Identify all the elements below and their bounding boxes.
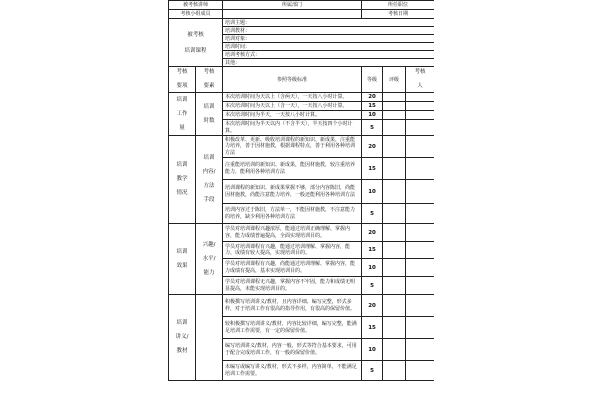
course-field[interactable]: 其他：	[223, 59, 434, 67]
grade-value: 10	[362, 259, 383, 277]
grade-value: 5	[362, 204, 383, 224]
rating-cell[interactable]	[383, 120, 406, 136]
grade-value: 5	[362, 361, 383, 381]
criteria-text: 学员对培训课程有兴趣，尚能通过培训理解、掌握内容，能力成绩有提高，基本实现培训目的。	[223, 259, 362, 277]
section-item-label: 培训 工作 量	[169, 93, 196, 136]
course-field[interactable]: 培训时间：	[223, 43, 434, 51]
criteria-text: 培训内容过于陈旧，方法单一，不能因材施教，不注意能力的培养，缺少利用各种培训方法	[223, 204, 362, 224]
course-field[interactable]: 培训教材：	[223, 27, 434, 35]
col-header-standard: 参照等级标准	[223, 67, 362, 93]
criteria-text: 未编写或编写讲义/教材，形式不多样，内容简单，不能满足培训工作需要。	[223, 361, 362, 381]
criteria-text: 学员对培训课程有兴趣，能通过培训理解、掌握内容，能力、成绩有较大提高，实现培训目的。	[223, 242, 362, 259]
section-item-label: 培训 讲义/ 教材	[169, 295, 196, 381]
rating-cell[interactable]	[383, 277, 406, 295]
section-element-label: 培训 时数	[196, 93, 223, 136]
criteria-row	[169, 136, 435, 158]
grade-value: 10	[362, 111, 383, 120]
assessor-cell[interactable]	[406, 158, 434, 180]
col-header-element: 考核 要素	[196, 67, 223, 93]
evaluation-form	[168, 0, 434, 400]
label-evaluated-instructor: 被考核讲师	[169, 1, 223, 10]
criteria-text: 学员对培训课程无兴趣，掌握内容不牢固，能力和成绩无明显提高，未能实现培训目的。	[223, 277, 362, 295]
col-header-grade: 等级	[362, 67, 383, 93]
label-position: 所任职位	[362, 1, 434, 10]
criteria-text: 学员对培训课程兴趣浓厚，能通过培训正确理解、掌握内容，能力成绩普遍提高，全面实现培训目的。	[223, 224, 362, 242]
evaluation-table	[168, 0, 434, 381]
col-header-assessor: 考核 人	[406, 67, 434, 93]
rating-cell[interactable]	[383, 242, 406, 259]
rating-cell[interactable]	[383, 204, 406, 224]
rating-cell[interactable]	[383, 224, 406, 242]
criteria-row	[169, 295, 435, 317]
assessor-cell[interactable]	[406, 277, 434, 295]
assessor-cell[interactable]	[406, 111, 434, 120]
rating-cell[interactable]	[383, 295, 406, 317]
assessor-cell[interactable]	[406, 295, 434, 317]
criteria-text: 本次培训时间为天以上（含一天），一天按八小时计算。	[223, 102, 362, 111]
rating-cell[interactable]	[383, 111, 406, 120]
rating-cell[interactable]	[383, 361, 406, 381]
assessor-cell[interactable]	[406, 317, 434, 339]
assessor-cell[interactable]	[406, 136, 434, 158]
rating-cell[interactable]	[383, 259, 406, 277]
section-item-label: 培训 效果	[169, 224, 196, 295]
criteria-text: 较积极撰写培训讲义/教材，内容比较详细，编写完整，能满足培训工作需要，有一定的保留价值。	[223, 317, 362, 339]
grade-value: 15	[362, 317, 383, 339]
assessor-cell[interactable]	[406, 339, 434, 361]
criteria-text: 本次培训时间为半天，一天按八小时计算。	[223, 111, 362, 120]
grade-value: 15	[362, 158, 383, 180]
criteria-text: 培训课程的新知识、新成果掌握不够，部分内容陈旧，尚能因材施教，尚能注意能力培养，一般还能利用各种培训方法	[223, 180, 362, 204]
grade-value: 20	[362, 295, 383, 317]
grade-value: 5	[362, 277, 383, 295]
rating-cell[interactable]	[383, 93, 406, 102]
grade-value: 20	[362, 224, 383, 242]
criteria-text: 积极改革、更新、吸收培训课程的新知识、新成果，注重能力培养，善于因材施教，根据课程特点，善于利用各种培训方法	[223, 136, 362, 158]
rating-cell[interactable]	[383, 180, 406, 204]
label-department: 所属部门	[223, 1, 362, 10]
assessor-cell[interactable]	[406, 180, 434, 204]
rating-cell[interactable]	[383, 102, 406, 111]
label-group-members: 考核小组成员	[169, 10, 223, 19]
criteria-text: 注重能培培训的新知识、新成果，能因材施教，较注重培养能力，能利用各种培训方法	[223, 158, 362, 180]
course-field[interactable]: 培训考核方式：	[223, 51, 434, 59]
grade-value: 10	[362, 339, 383, 361]
assessor-cell[interactable]	[406, 361, 434, 381]
rating-cell[interactable]	[383, 136, 406, 158]
assessor-cell[interactable]	[406, 242, 434, 259]
assessor-cell[interactable]	[406, 93, 434, 102]
section-item-label: 培训 教学 情况	[169, 136, 196, 224]
rating-cell[interactable]	[383, 339, 406, 361]
grade-value: 20	[362, 93, 383, 102]
section-element-label	[196, 295, 223, 381]
criteria-row	[169, 224, 435, 242]
criteria-text: 积极撰写培训讲义/教材，且内容详细、编写完整，形式多样，对于培训工作有很高的指导作用，有很高的保留价值。	[223, 295, 362, 317]
assessor-cell[interactable]	[406, 120, 434, 136]
section-element-label: 培训 内容/ 方法 手段	[196, 136, 223, 224]
label-course: 被考核 培训课程	[169, 19, 223, 67]
assessor-cell[interactable]	[406, 259, 434, 277]
grade-value: 10	[362, 180, 383, 204]
assessor-cell[interactable]	[406, 204, 434, 224]
rating-cell[interactable]	[383, 317, 406, 339]
criteria-row	[169, 93, 435, 102]
assessor-cell[interactable]	[406, 102, 434, 111]
col-header-item: 考核 要项	[169, 67, 196, 93]
grade-value: 15	[362, 102, 383, 111]
grade-value: 15	[362, 242, 383, 259]
course-field[interactable]: 培训主题：	[223, 19, 434, 27]
label-date: 考核日期	[362, 10, 434, 19]
col-header-rating: 评级	[383, 67, 406, 93]
grade-value: 20	[362, 136, 383, 158]
grade-value: 5	[362, 120, 383, 136]
rating-cell[interactable]	[383, 158, 406, 180]
criteria-text: 编写培训讲义/教材，内容一般，形式等符合基本要求，可用于配合完成培训工作，有一般的保留价值。	[223, 339, 362, 361]
section-element-label: 兴趣/ 水平/ 能力	[196, 224, 223, 295]
value-group-members[interactable]	[223, 10, 362, 19]
criteria-text: 本次培训时间为半天以内（不含半天），半天按四个小时计算。	[223, 120, 362, 136]
course-field[interactable]: 培训对象：	[223, 35, 434, 43]
assessor-cell[interactable]	[406, 224, 434, 242]
criteria-text: 本次培训时间为天以上（含两天），一天按八小时计算。	[223, 93, 362, 102]
